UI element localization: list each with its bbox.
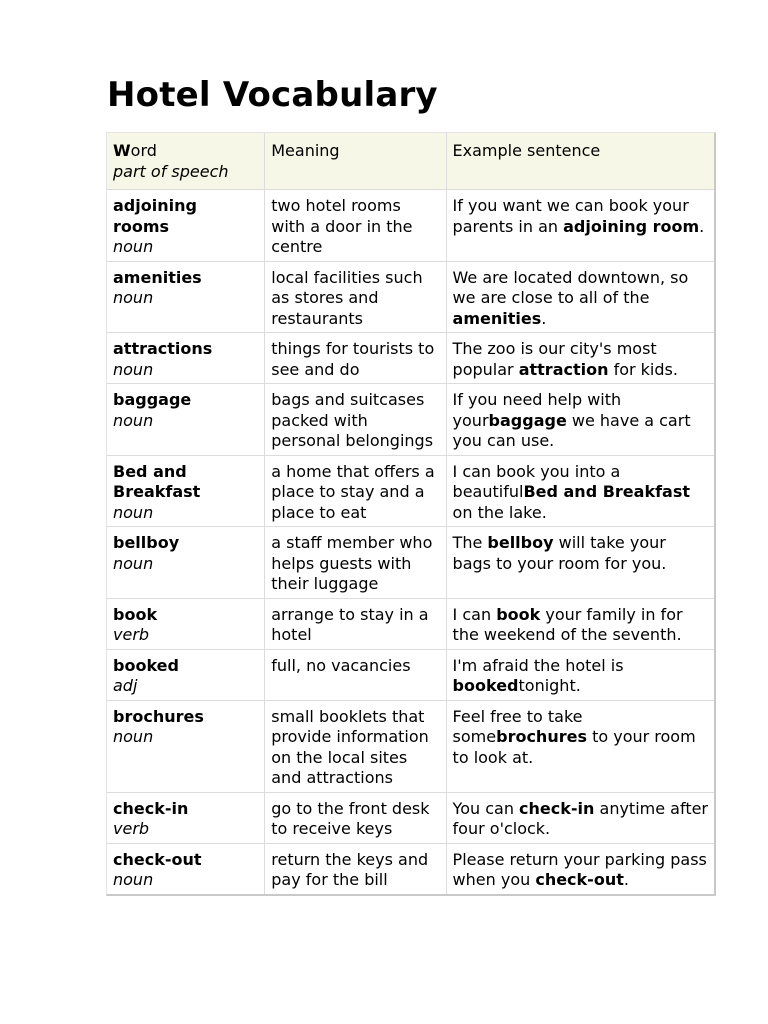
table-row — [107, 650, 714, 701]
example-cell — [447, 844, 714, 894]
example-highlight: baggage — [488, 410, 567, 430]
part-of-speech: noun — [113, 288, 154, 307]
example-text: Please return your parking pass when you — [452, 849, 707, 889]
word-cell — [107, 333, 265, 384]
word-cell — [107, 650, 265, 701]
table-row — [107, 599, 714, 650]
example-highlight: booked — [452, 676, 519, 695]
vocab-term: check-in — [113, 798, 189, 818]
part-of-speech: noun — [113, 359, 154, 379]
word-cell — [107, 599, 265, 650]
example-highlight: book — [496, 604, 541, 624]
example-cell — [447, 599, 714, 650]
table-body — [107, 190, 714, 894]
example-highlight: bellboy — [487, 533, 554, 552]
meaning-cell: a home that offers a place to stay and a place to eat — [265, 456, 446, 528]
table-row — [107, 384, 714, 456]
vocab-term: brochures — [113, 706, 204, 726]
table-row — [107, 262, 714, 334]
table-header-row — [107, 133, 714, 190]
example-text: will take your bags to your room for you. — [452, 533, 667, 573]
example-text: . — [541, 308, 547, 328]
meaning-cell: a staff member who helps guests with their luggage — [265, 527, 446, 599]
example-highlight: adjoining room — [563, 216, 700, 236]
example-text: . — [699, 216, 705, 236]
table-row — [107, 701, 714, 793]
part-of-speech: noun — [113, 870, 154, 889]
vocab-term: attractions — [113, 339, 213, 358]
meaning-cell: return the keys and pay for the bill — [265, 844, 446, 894]
part-of-speech: noun — [113, 237, 154, 256]
part-of-speech: noun — [113, 410, 154, 430]
header-example: Example sentence — [447, 133, 714, 190]
example-highlight: check-in — [519, 798, 595, 818]
example-cell — [447, 262, 714, 334]
part-of-speech: verb — [113, 819, 150, 838]
example-text: your family in for the weekend of the seventh. — [452, 604, 683, 644]
example-text: The zoo is our city's most popular — [452, 339, 657, 379]
example-text: If you need help with your — [452, 390, 622, 430]
example-text: to your room to look at. — [452, 727, 696, 767]
example-text: we have a cart you can use. — [452, 410, 691, 450]
vocab-term: amenities — [113, 267, 202, 287]
example-cell — [447, 527, 714, 599]
vocab-term: bellboy — [113, 533, 180, 552]
header-word-initial: W — [113, 141, 131, 160]
vocab-term: check-out — [113, 849, 202, 869]
example-highlight: attraction — [518, 359, 609, 379]
vocab-term: baggage — [113, 390, 192, 409]
part-of-speech: adj — [113, 676, 138, 695]
word-cell — [107, 793, 265, 844]
part-of-speech: noun — [113, 553, 154, 573]
meaning-cell: things for tourists to see and do — [265, 333, 446, 384]
example-cell — [447, 190, 714, 262]
part-of-speech: noun — [113, 727, 154, 746]
table-row — [107, 333, 714, 384]
table-row — [107, 527, 714, 599]
table-row — [107, 456, 714, 528]
example-cell — [447, 384, 714, 456]
example-text: anytime after four o'clock. — [452, 798, 709, 838]
example-text: I can book you into a beautiful — [452, 461, 621, 501]
example-highlight: check-out — [535, 870, 624, 889]
table-row — [107, 190, 714, 262]
example-highlight: amenities — [452, 308, 542, 328]
example-cell — [447, 333, 714, 384]
word-cell — [107, 190, 265, 262]
example-text: The — [452, 533, 488, 552]
example-text: for kids. — [608, 359, 678, 379]
header-meaning: Meaning — [265, 133, 446, 190]
table-row — [107, 844, 714, 894]
meaning-cell: bags and suitcases packed with personal belongings — [265, 384, 446, 456]
vocab-term: Bed and Breakfast — [113, 461, 201, 501]
example-cell — [447, 701, 714, 793]
vocabulary-table — [106, 132, 716, 896]
meaning-cell: local facilities such as stores and restaurants — [265, 262, 446, 334]
part-of-speech: verb — [113, 625, 150, 644]
example-text: If you want we can book your parents in an — [452, 196, 689, 236]
header-word-subtitle: part of speech — [113, 161, 229, 181]
example-text: on the lake. — [452, 502, 547, 522]
example-text: We are located downtown, so we are close to all of the — [452, 267, 689, 307]
meaning-cell: small booklets that provide information on the local sites and attractions — [265, 701, 446, 793]
example-highlight: brochures — [496, 727, 587, 746]
part-of-speech: noun — [113, 502, 154, 522]
example-text: I can — [452, 604, 497, 624]
table-row — [107, 793, 714, 844]
vocab-term: booked — [113, 655, 179, 675]
example-highlight: Bed and Breakfast — [523, 482, 691, 501]
word-cell — [107, 384, 265, 456]
word-cell — [107, 262, 265, 334]
meaning-cell: go to the front desk to receive keys — [265, 793, 446, 844]
example-cell — [447, 456, 714, 528]
example-text: Feel free to take some — [452, 706, 583, 746]
header-word — [107, 133, 265, 190]
example-text: You can — [452, 798, 520, 818]
meaning-cell: full, no vacancies — [265, 650, 446, 701]
example-cell — [447, 793, 714, 844]
meaning-cell: arrange to stay in a hotel — [265, 599, 446, 650]
vocab-term: book — [113, 604, 158, 624]
page-title: Hotel Vocabulary — [107, 75, 438, 115]
example-text: I'm afraid the hotel is — [452, 655, 624, 675]
example-text: tonight. — [518, 676, 581, 695]
word-cell — [107, 527, 265, 599]
vocab-term: adjoining rooms — [113, 196, 197, 236]
word-cell — [107, 456, 265, 528]
example-cell — [447, 650, 714, 701]
word-cell — [107, 701, 265, 793]
meaning-cell: two hotel rooms with a door in the centre — [265, 190, 446, 262]
example-text: . — [623, 870, 629, 889]
header-word-rest: ord — [130, 141, 157, 160]
word-cell — [107, 844, 265, 894]
